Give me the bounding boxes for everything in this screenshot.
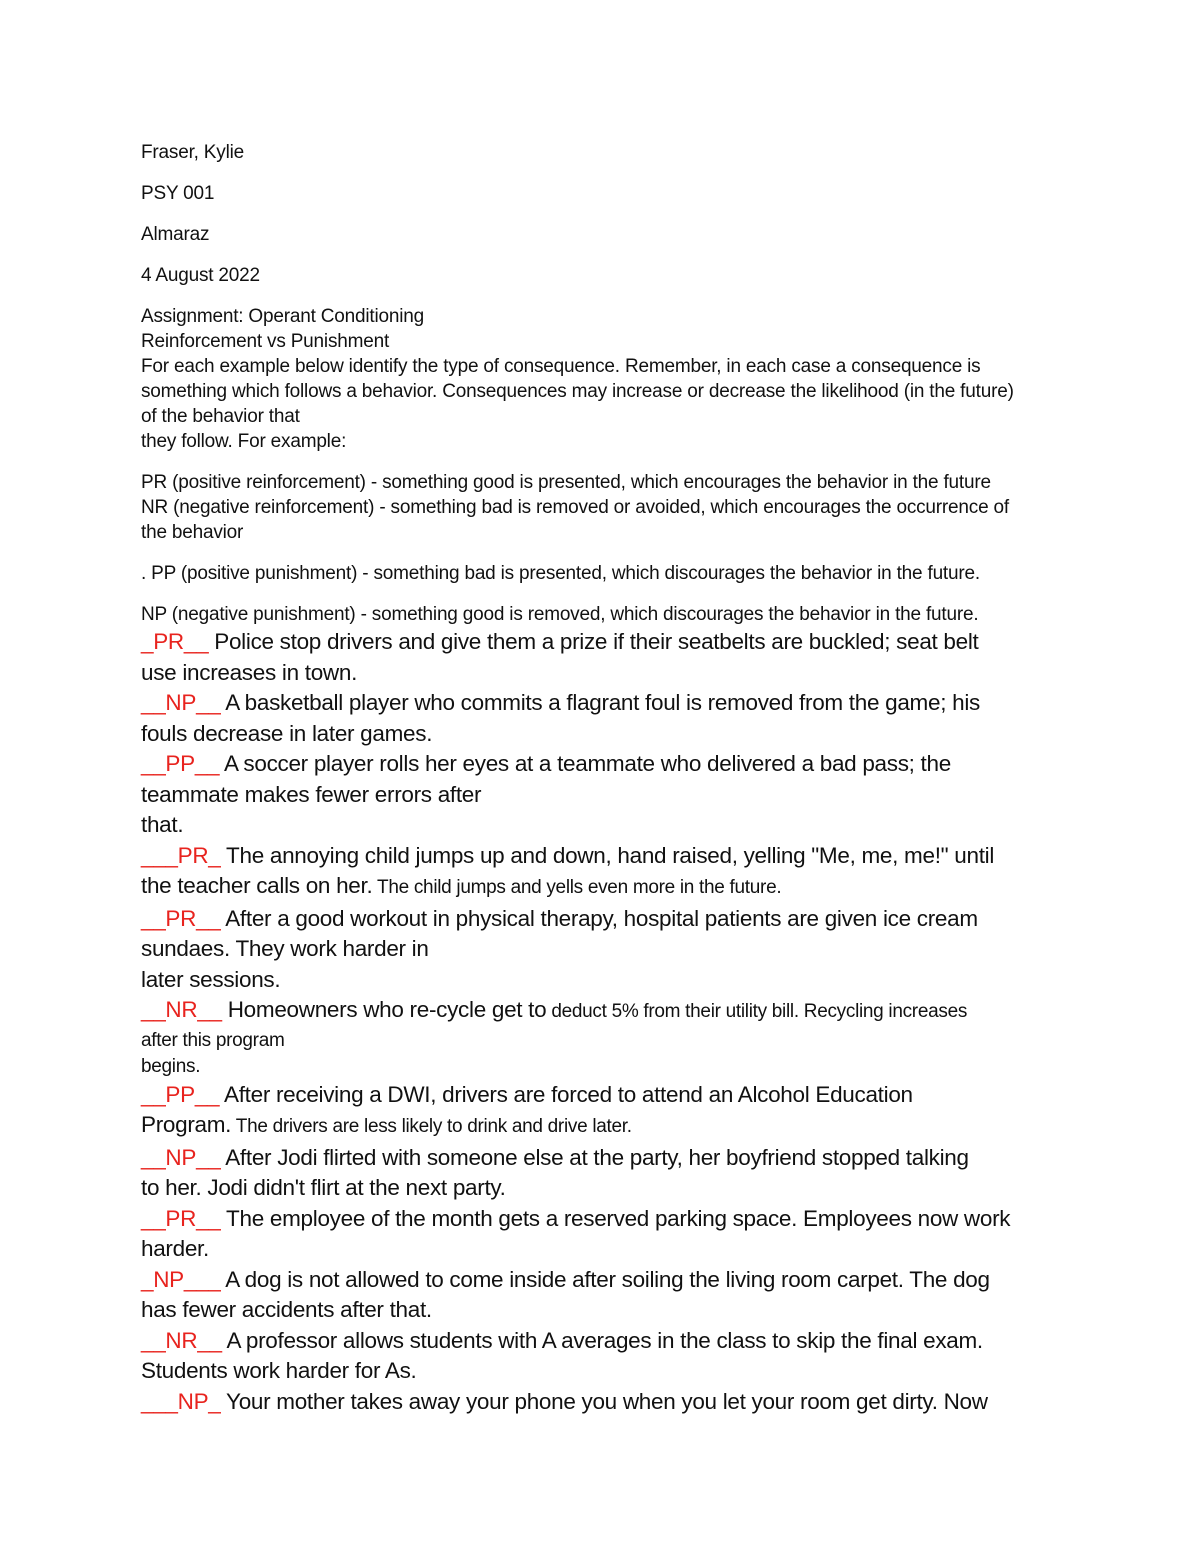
question-text: use increases in town. [141,659,358,685]
question-text: Students work harder for As. [141,1358,417,1383]
question-text: the teacher calls on her. [141,873,373,898]
question-item [141,1326,1061,1387]
answer-label: __NR__ [141,997,222,1022]
instructions-line: For each example below identify the type of consequence. Remember, in each case a consequence is [141,356,981,377]
question-text: to her. Jodi didn't flirt at the next party. [141,1175,506,1200]
answer-label: __PR__ [141,905,221,931]
assignment-subtitle: Reinforcement vs Punishment [141,331,390,352]
instructions-line: of the behavior that [141,406,300,427]
question-text: that. [141,812,184,837]
question-text: fouls decrease in later games. [141,720,433,746]
definition-pr: PR (positive reinforcement) - something good is presented, which encourages the behavior in the future [141,472,991,493]
assignment-title: Assignment: Operant Conditioning [141,306,424,327]
question-text: has fewer accidents after that. [141,1297,432,1322]
question-text: Program. [141,1112,232,1137]
definition-np: NP (negative punishment) - something good is removed, which discourages the behavior in the future. [141,604,979,625]
answer-label: __NP__ [141,690,221,715]
question-text: A dog is not allowed to come inside after soiling the living room carpet. The dog [220,1266,990,1292]
answer-label: __PR__ [141,1205,221,1231]
question-item [141,995,1061,1080]
question-text: The employee of the month gets a reserved parking space. Employees now work [220,1205,1011,1231]
question-item [141,841,1061,904]
question-item [141,1387,1061,1418]
question-text: Police stop drivers and give them a prize if their seatbelts are buckled; seat belt [208,629,979,654]
answer-label: __NR__ [141,1327,222,1353]
answer-label: __NP__ [141,1144,221,1170]
definition-nr: NR (negative reinforcement) - something bad is removed or avoided, which encourages the occurrence of [141,497,1009,518]
answer-label: __PP__ [141,1081,220,1107]
question-text: After a good workout in physical therapy, hospital patients are given ice cream [220,905,978,931]
question-text: After receiving a DWI, drivers are forced to attend an Alcohol Education [219,1081,913,1107]
student-name: Fraser, Kylie [141,142,244,163]
question-outcome: begins. [141,1055,201,1077]
question-text: teammate makes fewer errors after [141,781,482,807]
question-item [141,1143,1061,1204]
question-text: A soccer player rolls her eyes at a teammate who delivered a bad pass; the [219,751,951,776]
question-item [141,1080,1061,1143]
question-text: After Jodi flirted with someone else at the party, her boyfriend stopped talking [220,1144,969,1170]
question-text: sundaes. They work harder in [141,936,429,961]
question-item [141,904,1061,996]
question-text: The annoying child jumps up and down, hand raised, yelling "Me, me, me!" until [220,842,995,868]
document-body [141,140,1061,1417]
instructor-name: Almaraz [141,224,210,245]
instructions-line: they follow. For example: [141,431,347,452]
question-text: Homeowners who re-cycle get to [221,997,547,1022]
question-item [141,1204,1061,1265]
assignment-date: 4 August 2022 [141,265,260,286]
answer-label: ___NP_ [141,1388,221,1414]
question-item [141,1265,1061,1326]
answer-label: _NP___ [141,1266,221,1292]
question-outcome: deduct 5% from their utility bill. Recycling increases [546,1001,968,1022]
answer-label: _PR__ [141,629,209,654]
question-list [141,627,1061,1417]
question-outcome: after this program [141,1029,285,1051]
answer-label: ___PR_ [141,842,221,868]
question-item [141,749,1061,841]
question-outcome: The child jumps and yells even more in the future. [372,877,782,898]
definition-nr-cont: the behavior [141,522,244,543]
definition-pp: . PP (positive punishment) - something bad is presented, which discourages the behavior in the future. [141,563,980,584]
course-code: PSY 001 [141,183,215,204]
question-text: A basketball player who commits a flagrant foul is removed from the game; his [220,690,980,715]
question-item [141,627,1061,688]
question-item [141,688,1061,749]
question-text: later sessions. [141,966,281,992]
question-text: harder. [141,1236,209,1261]
instructions-line: something which follows a behavior. Consequences may increase or decrease the likelihood (in the future) [141,381,1014,402]
question-text: Your mother takes away your phone you when you let your room get dirty. Now [220,1388,988,1414]
question-text: A professor allows students with A averages in the class to skip the final exam. [221,1327,983,1353]
question-outcome: The drivers are less likely to drink and drive later. [231,1116,632,1137]
answer-label: __PP__ [141,751,220,776]
